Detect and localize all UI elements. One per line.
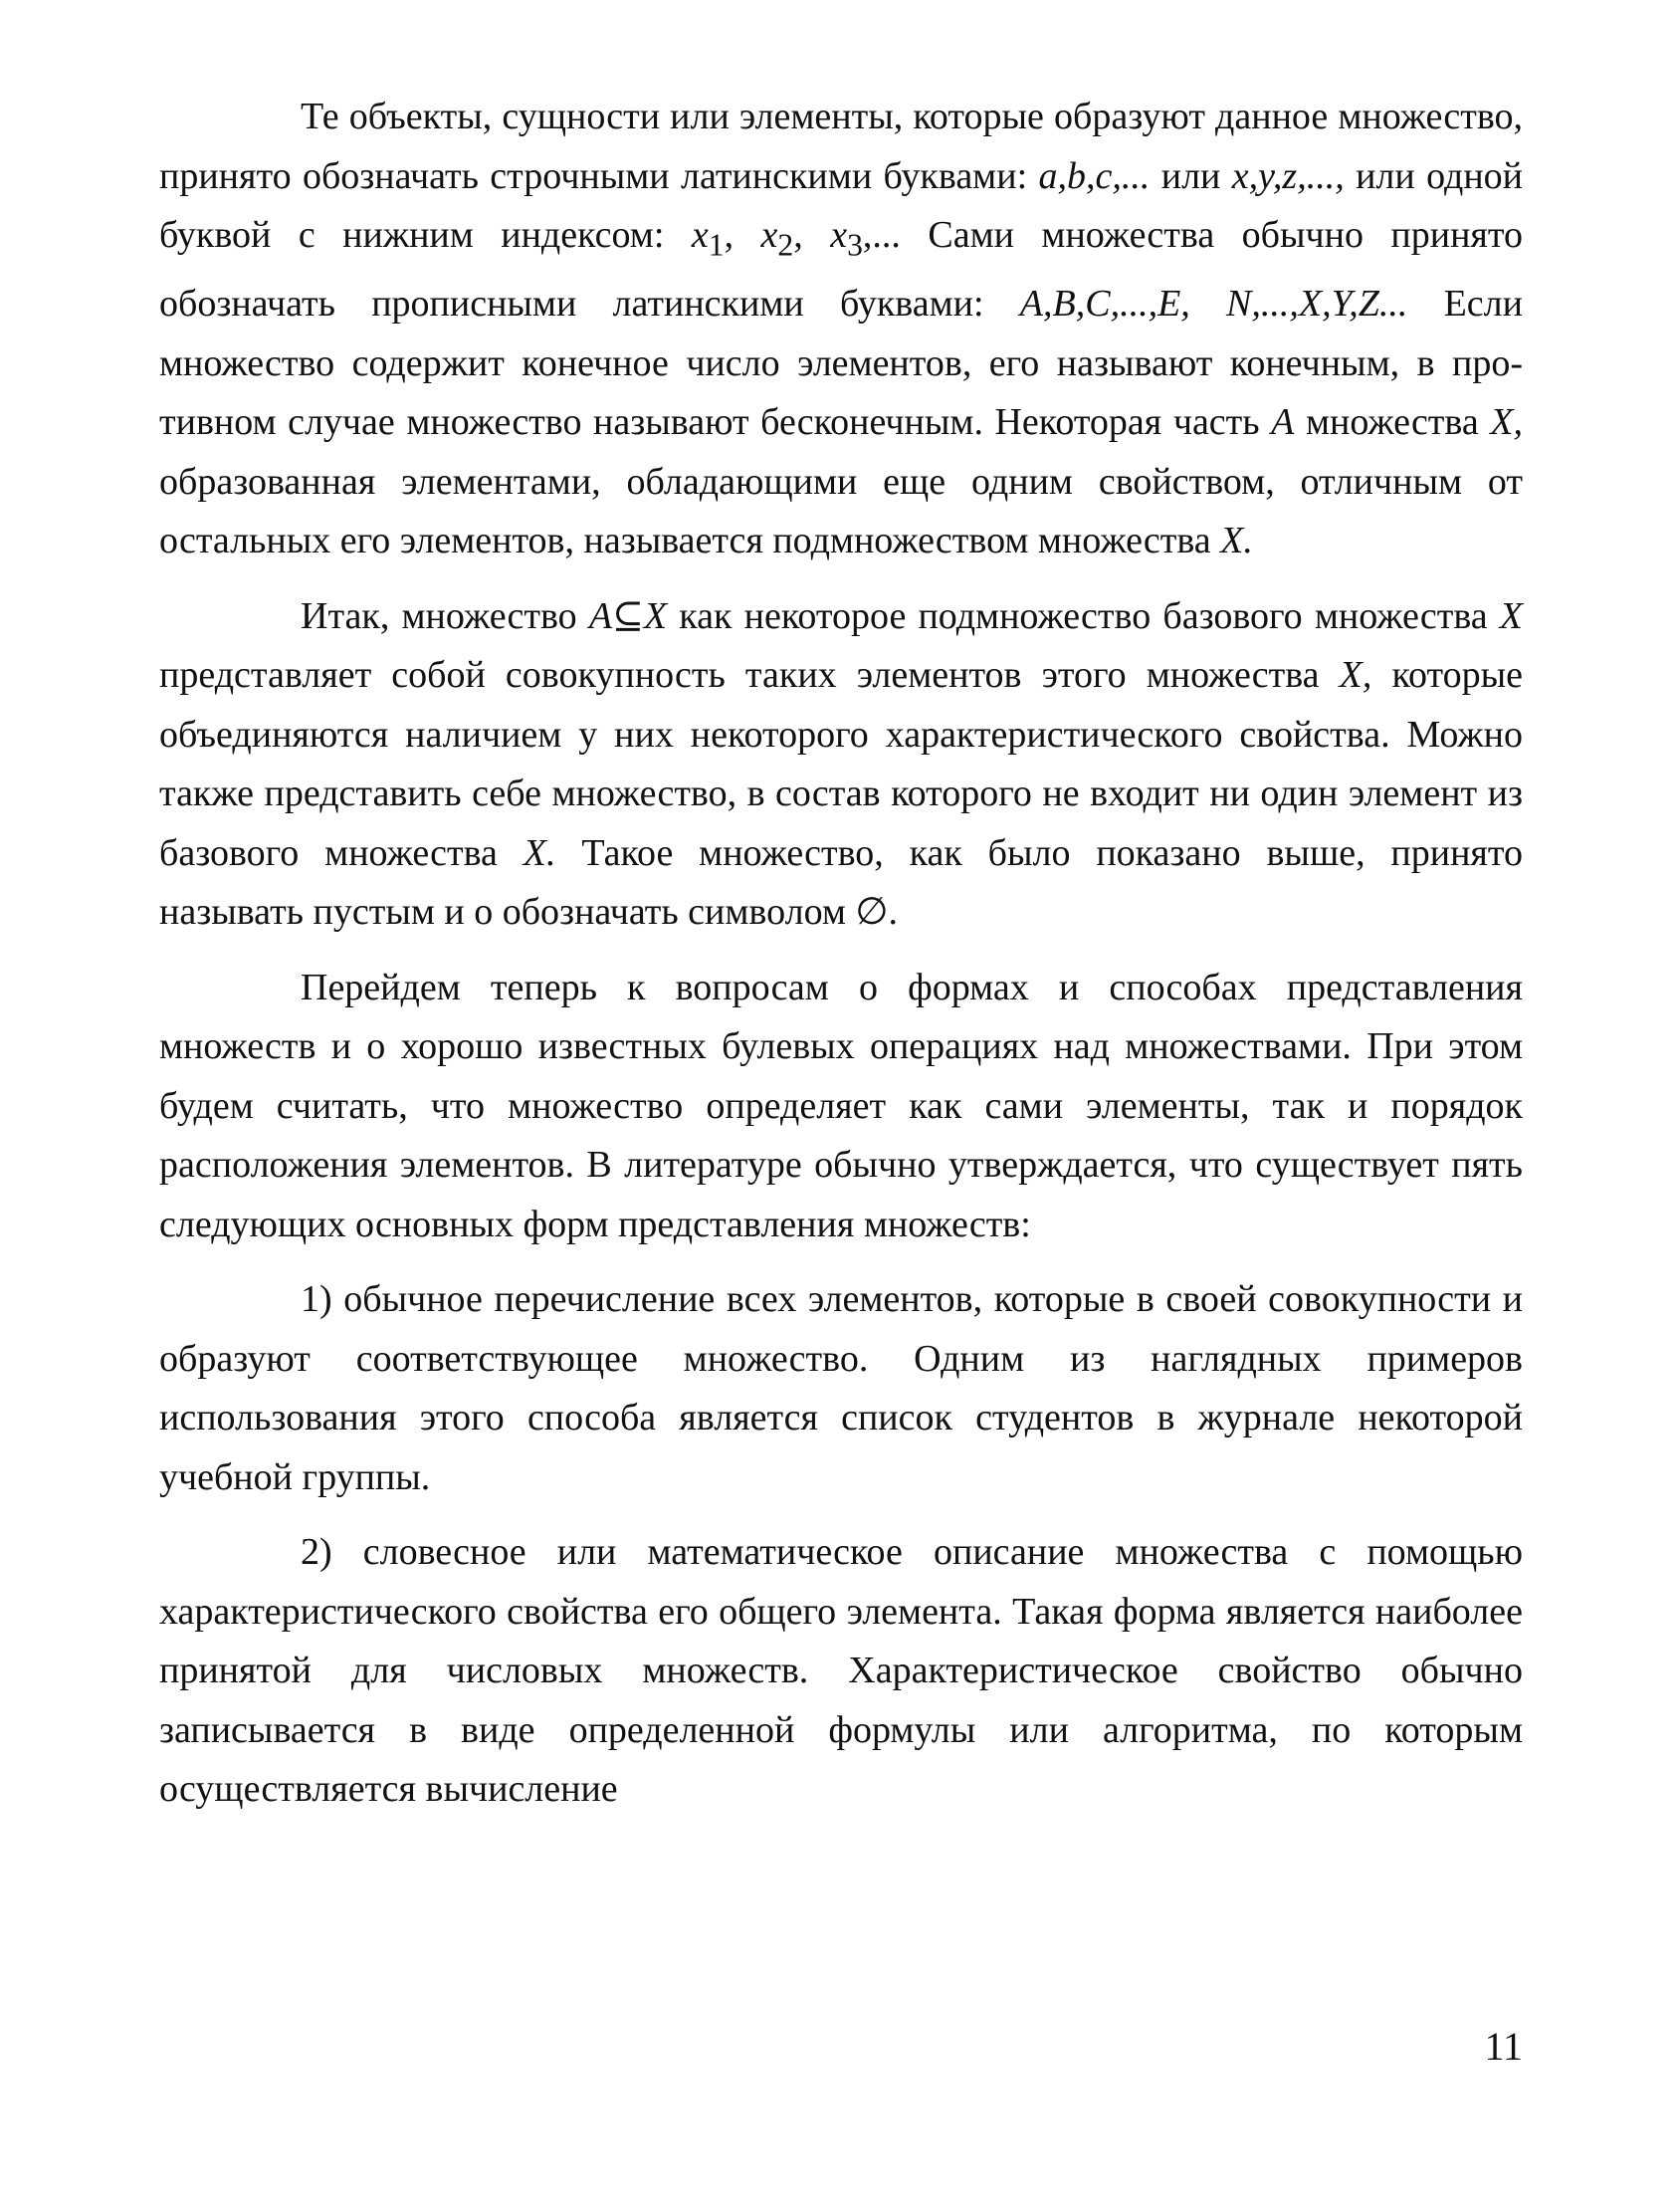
text-run: как некоторое подмножество базового множества (667, 594, 1500, 637)
math-symbol: x,y,z,..., (1231, 154, 1345, 197)
subscript-index: 2 (777, 227, 794, 263)
math-symbol: X. (1220, 520, 1253, 562)
text-run: ⊆ (612, 594, 644, 637)
math-symbol: A (1271, 401, 1295, 444)
math-symbol: a,b,c,... (1038, 154, 1151, 197)
page-body (159, 88, 1523, 1836)
math-symbol: A,B,C,...,E, N,...,X,Y,Z... (1019, 283, 1408, 326)
text-run: образованная элементами, обладающими еще одним свойством, отличным от остальных его элементов, называется подмножеством множества (159, 460, 1523, 562)
text-run: , (793, 214, 831, 256)
page-number: 11 (1484, 2024, 1523, 2069)
text-run: Перейдем теперь к вопросам о формах и способах представления множеств и о хорошо известных булевых операциях над множествами. При этом будем считать, что множество определяет как сами элементы, так и порядок расположения элементов. В литературе обычно утверждается, что существует пять следующих основных форм представления множеств: (159, 966, 1523, 1245)
math-symbol: X. (523, 831, 556, 874)
paragraph-sets-notation (159, 88, 1523, 571)
text-run: 2) словесное или математическое описание множества с помощью характеристического свойства его общего элемента. Такая форма является наиболее принятой для числовых множеств. Характеристическое свойство обычно записывается в виде определенной формулы или алгоритма, по которым осуществляется вычисление (159, 1531, 1523, 1811)
list-item-enumeration (159, 1270, 1523, 1507)
paragraph-subset-definition (159, 587, 1523, 943)
subscript-index: 1 (708, 227, 725, 263)
text-run: представляет собой совокупность таких элементов этого множества (159, 654, 1340, 697)
text-run: ,... Сами множества обычно принято обозначать прописными латинскими буквами: (159, 214, 1524, 326)
list-item-characteristic-property (159, 1523, 1523, 1820)
text-run: или (1150, 154, 1232, 197)
math-symbol: X, (1339, 654, 1372, 697)
text-run: 1) обычное перечисление всех элементов, которые в своей совокупности и образуют соответствующее множество. Одним из наглядных примеров использования этого способа является список студентов в журнале некоторой учебной группы. (159, 1278, 1523, 1498)
text-run: или одной буквой с нижним индексом: (159, 154, 1523, 256)
text-run: множества (1294, 401, 1491, 444)
subscript-index: 3 (847, 227, 863, 263)
text-run: Те объекты, сущности или элементы, которые образуют данное множество, принято обозначать строчными латинскими буквами: (159, 96, 1523, 197)
math-symbol: x (830, 214, 848, 256)
text-run: которые объединяются наличием у них некоторого характеристического свойства. Можно также представить себе множество, в состав которого не входит ни один элемент из базового множества (159, 654, 1523, 874)
math-symbol: x (760, 214, 778, 256)
text-run: , (724, 214, 761, 256)
math-symbol: X, (1490, 401, 1523, 444)
math-symbol: X (643, 594, 668, 637)
paragraph-forms-intro (159, 959, 1523, 1255)
text-run: Если множество содержит конечное число элементов, его называют конечным, в противном случае множество называют бесконечным. Некоторая часть (159, 283, 1523, 444)
math-symbol: A (588, 594, 613, 637)
math-symbol: X (1499, 594, 1523, 637)
text-run: Итак, множество (301, 594, 589, 637)
text-run: Такое множество, как было показано выше, принято называть пустым и о обозначать символом ∅. (159, 831, 1523, 934)
math-symbol: x (691, 214, 709, 256)
